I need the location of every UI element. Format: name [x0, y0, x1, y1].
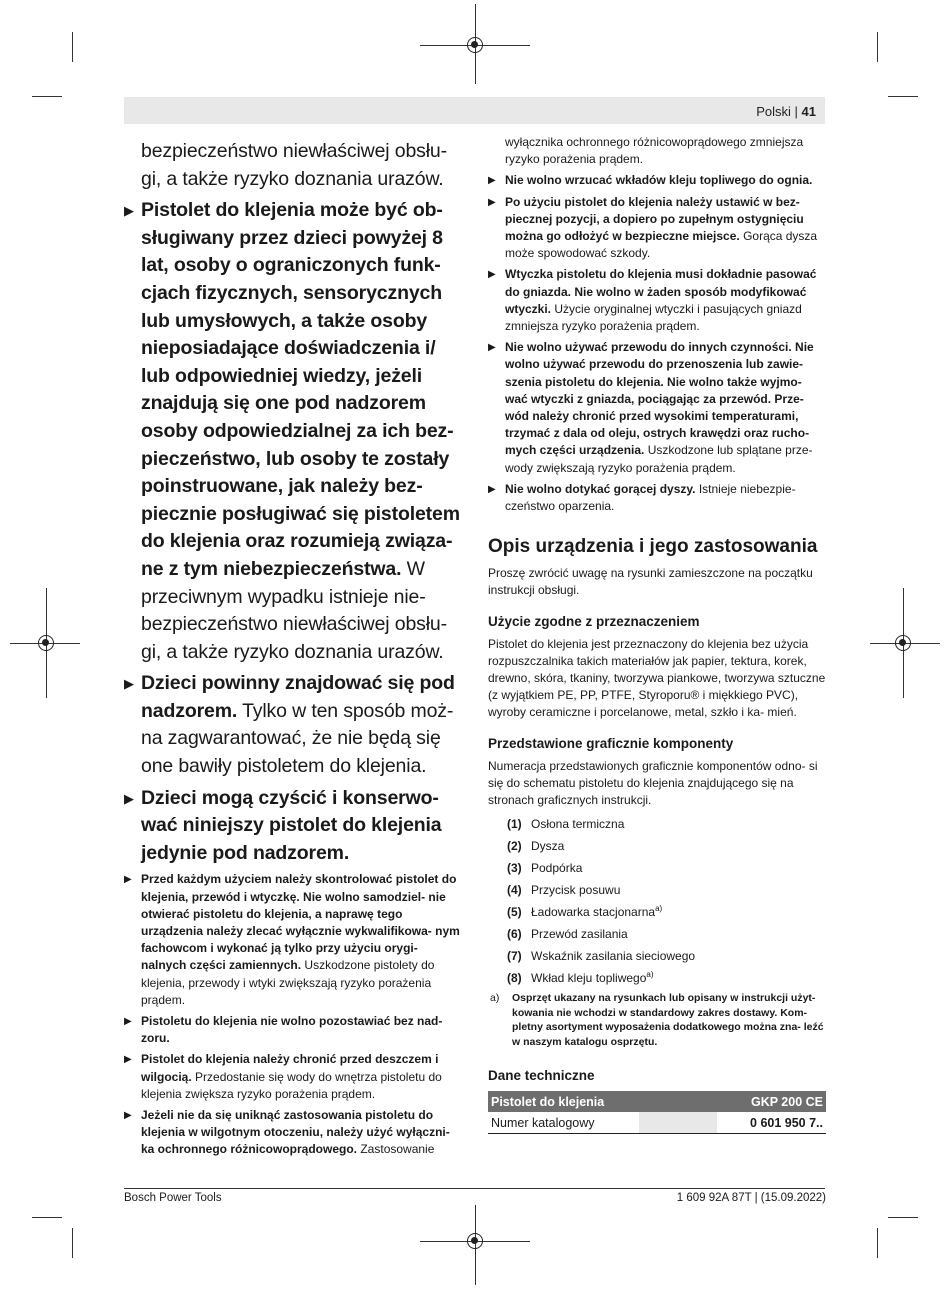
footer-divider — [124, 1188, 825, 1189]
arrow-bullet-icon: ▶ — [488, 483, 496, 495]
safety-item — [488, 339, 826, 477]
component-label: Przewód zasilania — [531, 927, 628, 942]
safety-item-bold: Nie wolno wrzucać wkładów kleju topliwego do ognia. — [505, 173, 813, 188]
component-label: Osłona termiczna — [531, 817, 625, 832]
arrow-bullet-icon: ▶ — [124, 1016, 132, 1028]
footnote-mark: a) — [490, 992, 500, 1005]
table-cell-label: Numer katalogowy — [488, 1112, 639, 1134]
table-header-cell: GKP 200 CE — [717, 1091, 826, 1112]
table-row — [488, 1112, 826, 1134]
safety-item-bold: Pistoletu do klejenia nie wolno pozostawiać bez nad- zoru. — [141, 1014, 443, 1046]
section-text: Proszę zwrócić uwagę na rysunki zamieszczone na początku instrukcji obsługi. — [488, 566, 813, 598]
list-item — [488, 813, 826, 835]
safety-item-bold: Nie wolno dotykać gorącej dyszy. — [505, 481, 696, 496]
arrow-bullet-icon: ▶ — [488, 175, 496, 187]
subsection-heading: Użycie zgodne z przeznaczeniem — [488, 613, 700, 629]
safety-item-text: Uszkodzone lub splątane prze- wody zwiększają ryzyko porażenia prądem. — [505, 443, 813, 475]
component-label: Przycisk posuwu — [531, 883, 621, 898]
section-text: Pistolet do klejenia jest przeznaczony do klejenia bez użycia rozpuszczalnika takich materiałów jak papier, tektura, korek, drewno, skóra, tkaniny, tworzywa piankowe, tworzywa sztuczne (z wyjątkiem PE, PP, PTFE, Styroporu® i miękkiego PVC), wyroby ceramiczne i porcelanowe, metal, szkło i ka- mień. — [488, 636, 826, 720]
safety-item-text: Istnieje niebezpie- czeństwo oparzenia. — [505, 481, 796, 514]
section-text: Numeracja przedstawionych graficznie komponentów odno- si się do schematu pistoletu do klejenia znajdującego się na stronach graficznych instrukcji. — [488, 758, 818, 808]
arrow-bullet-icon: ▶ — [124, 790, 134, 806]
arrow-bullet-icon: ▶ — [124, 1054, 132, 1066]
list-item — [488, 879, 826, 901]
safety-item — [124, 871, 464, 1009]
continued-text: bezpieczeństwo niewłaściwej obsłu- gi, a także ryzyko doznania urazów. — [141, 140, 447, 190]
registration-mark-icon — [467, 1233, 483, 1249]
arrow-bullet-icon: ▶ — [124, 874, 132, 886]
section-title: Polski — [756, 104, 791, 119]
footnote — [488, 991, 826, 1049]
safety-item-bold: Jeżeli nie da się uniknąć zastosowania pistoletu do klejenia w wilgotnym otoczeniu, należy użyć wyłączni- ka ochronnego różnicowoprądowego. — [141, 1108, 450, 1157]
right-column — [488, 134, 826, 1134]
safety-item-text: Przedostanie się wody do wnętrza pistoletu do klejenia zwiększa ryzyko porażenia prądem. — [141, 1069, 442, 1101]
crop-mark — [32, 1217, 62, 1218]
arrow-bullet-icon: ▶ — [124, 676, 134, 692]
tech-data-table — [488, 1091, 826, 1134]
safety-item-text: Uszkodzone pistolety do klejenia, przewody i wtyki zwiększają ryzyko porażenia prądem. — [141, 958, 435, 1007]
component-number: (1) — [507, 817, 522, 832]
subsection-heading: Przedstawione graficznie komponenty — [488, 735, 734, 751]
component-number: (3) — [507, 861, 522, 876]
list-item — [488, 835, 826, 857]
section-heading: Opis urządzenia i jego zastosowania — [488, 536, 818, 558]
component-label: Ładowarka stacjonarna — [531, 905, 656, 920]
safety-item-text: W przeciwnym wypadku istnieje nie- bezpieczeństwo niewłaściwej obsłu- gi, a także ryzyko doznania urazów. — [141, 557, 447, 663]
arrow-bullet-icon: ▶ — [488, 196, 496, 208]
safety-item-text: Użycie oryginalnej wtyczki i pasujących gniazd zmniejsza ryzyko porażenia prądem. — [505, 301, 802, 334]
safety-item-bold: Wtyczka pistoletu do klejenia musi dokładnie pasować do gniazda. Nie wolno w żaden sposób modyfikować wtyczki. — [505, 267, 817, 316]
crop-mark — [877, 1228, 878, 1258]
safety-item — [488, 266, 826, 335]
left-column — [124, 138, 464, 1159]
list-item — [488, 945, 826, 967]
page-header — [756, 104, 816, 119]
page-number: 41 — [801, 104, 816, 119]
footnote-ref: a) — [655, 904, 663, 914]
subsection-heading: Dane techniczne — [488, 1068, 595, 1084]
safety-item-bold: Dzieci mogą czyścić i konserwo- wać niniejszy pistolet do klejenia jedynie pod nadzorem. — [141, 786, 442, 864]
safety-item-bold: Przed każdym użyciem należy skontrolować pistolet do klejenia, przewód i wtyczkę. Nie wolno samodziel- nie otwierać pistoletu do klejenia, a naprawę tego urządzenia należy zlecać wyłącznie wykwalifikowa- nym fachowcom i wykonać ją tylko przy użyciu orygi- nalnych części zamiennych. — [141, 872, 460, 973]
safety-item — [488, 172, 826, 189]
list-item — [488, 967, 826, 989]
safety-item — [124, 197, 464, 666]
registration-mark-icon — [38, 635, 54, 651]
safety-item-bold: Nie wolno używać przewodu do innych czynności. Nie wolno używać przewodu do przenoszenia lub zawie- szenia pistoletu do klejenia. Nie wolno także wyjmo- wać wtyczki z gniazda, pociągając za przewód. Prze- wód należy chronić przed wysokimi temperaturami, trzymać z dala od oleju, ostrych krawędzi oraz rucho- mych części urządzenia. — [505, 340, 814, 458]
registration-mark-icon — [467, 37, 483, 53]
registration-mark-icon — [895, 635, 911, 651]
footer-docinfo: 1 609 92A 87T | (15.09.2022) — [676, 1192, 826, 1204]
header-separator: | — [794, 104, 798, 119]
arrow-bullet-icon: ▶ — [488, 269, 496, 281]
component-number: (8) — [507, 971, 522, 986]
table-header-cell: Pistolet do klejenia — [488, 1091, 717, 1112]
crop-mark — [877, 32, 878, 62]
safety-item-bold: Pistolet do klejenia należy chronić przed deszczem i wilgocią. — [141, 1052, 439, 1084]
arrow-bullet-icon: ▶ — [124, 203, 134, 219]
crop-mark — [72, 1228, 73, 1258]
list-item — [488, 923, 826, 945]
component-number: (7) — [507, 949, 522, 964]
component-label: Podpórka — [531, 861, 583, 876]
component-number: (2) — [507, 839, 522, 854]
component-label: Wskaźnik zasilania sieciowego — [531, 949, 696, 964]
footnote-ref: a) — [646, 970, 654, 980]
safety-item — [488, 194, 826, 263]
component-number: (6) — [507, 927, 522, 942]
table-cell-empty — [639, 1112, 717, 1134]
component-number: (4) — [507, 883, 522, 898]
component-label: Dysza — [531, 839, 565, 854]
crop-mark — [32, 96, 62, 97]
arrow-bullet-icon: ▶ — [124, 1110, 132, 1122]
safety-item-bold: Po użyciu pistolet do klejenia należy ustawić w bez- piecznej pozycji, a dopiero po zupełnym ostygnięciu można go odłożyć w bezpieczne miejsce. — [505, 194, 804, 244]
list-item — [488, 857, 826, 879]
continued-text: wyłącznika ochronnego różnicowoprądowego zmniejsza ryzyko porażenia prądem. — [505, 135, 804, 167]
footer-brand: Bosch Power Tools — [124, 1192, 222, 1204]
list-item — [488, 901, 826, 923]
footnote-text: Osprzęt ukazany na rysunkach lub opisany w instrukcji użyt- kowania nie wchodzi w standardowy zakres dostawy. Kom- pletny asortyment wyposażenia dodatkowego można zna- leźć w naszym katalogu osprzętu. — [512, 992, 824, 1048]
safety-item-text: Zastosowanie — [357, 1142, 435, 1157]
component-label: Wkład kleju topliwego — [531, 971, 647, 986]
safety-item — [488, 481, 826, 515]
crop-mark — [888, 1217, 918, 1218]
safety-item-bold: Dzieci powinny znajdować się pod nadzorem. — [141, 672, 455, 722]
safety-item-text: Gorąca dysza może spowodować szkody. — [505, 229, 818, 261]
crop-mark — [888, 96, 918, 97]
component-number: (5) — [507, 905, 522, 920]
arrow-bullet-icon: ▶ — [488, 342, 496, 354]
safety-item — [124, 670, 464, 780]
component-list — [488, 813, 826, 989]
safety-item-bold: Pistolet do klejenia może być ob- sługiwany przez dzieci powyżej 8 lat, osoby o ograniczonych funk- cjach fizycznych, sensorycznych lub umysłowych, a także osoby nieposiadające doświadczenia i/ lub odpowiedniej wiedzy, jeżeli znajdują się one pod nadzorem osoby odpowiedzialnej za ich bez- pieczeństwo, lub osoby te zostały poinstruowane, jak należy bez- piecznie posługiwać się pistoletem do klejenia oraz rozumieją związa- ne z tym niebezpieczeństwa. — [141, 199, 460, 580]
table-header-row — [488, 1091, 826, 1112]
safety-item — [124, 1107, 464, 1159]
safety-item-text: Tylko w ten sposób moż- na zagwarantować, że nie będą się one bawiły pistoletem do klejenia. — [141, 699, 454, 778]
crop-mark — [72, 32, 73, 62]
safety-item — [124, 1051, 464, 1103]
safety-item — [124, 785, 464, 868]
header-band — [124, 97, 825, 124]
safety-item — [124, 1013, 464, 1047]
table-cell-value: 0 601 950 7.. — [717, 1112, 826, 1134]
